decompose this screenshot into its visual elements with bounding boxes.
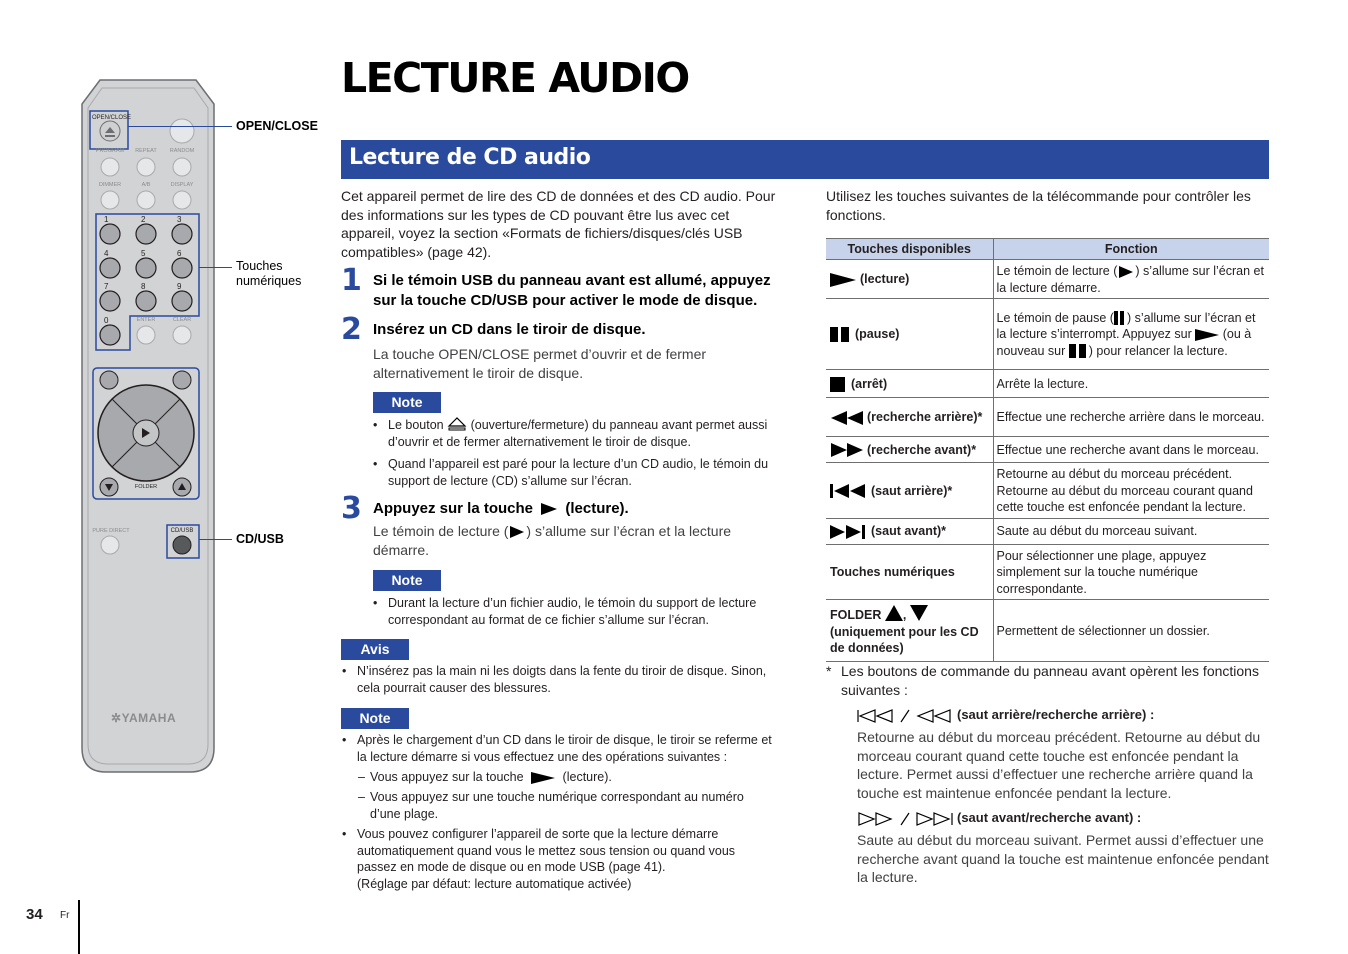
step-1-heading: Si le témoin USB du panneau avant est allumé, appuyez sur la touche CD/USB pour activer le mode de disque. — [373, 272, 771, 309]
pause-icon — [1120, 311, 1124, 325]
openclose-button-label: OPEN/CLOSE — [92, 115, 132, 121]
function-table — [826, 238, 1269, 662]
table-row — [826, 437, 1269, 463]
note-2-tag: Note — [373, 570, 441, 591]
note-1-tag: Note — [373, 392, 441, 413]
table-fn-cell: Le témoin de pause ( ) s’allume sur l’écran et la lecture s’interrompt. Appuyez sur (ou à nouveau sur ) pour relancer la lecture. — [993, 299, 1269, 370]
note-3-dash-1: – Vous appuyez sur la touche (lecture). — [370, 769, 780, 786]
step-2-body: La touche OPEN/CLOSE permet d’ouvrir et de fermer alternativement le tiroir de disque. — [373, 346, 707, 381]
table-key-cell: (pause) — [826, 299, 993, 370]
skip-forward-ff-icon — [857, 812, 955, 826]
table-row — [826, 600, 1269, 662]
ab-button-label: A/B — [141, 182, 151, 188]
table-fn-cell: Effectue une recherche avant dans le morceau. — [993, 437, 1269, 463]
table-key-cell: (recherche arrière)* — [826, 398, 993, 437]
table-fn-cell: Arrête la lecture. — [993, 370, 1269, 398]
footer-rule — [78, 900, 80, 954]
puredirect-button-label: PURE DIRECT — [92, 528, 130, 534]
footnote-paragraph-2: Saute au début du morceau suivant. Permet aussi d’effectuer une recherche avant quand la touche est maintenue enfoncée pendant la lecture. — [857, 832, 1269, 885]
pause-icon — [830, 327, 838, 342]
table-row — [826, 398, 1269, 437]
step-2-heading: Insérez un CD dans le tiroir de disque. — [373, 321, 646, 338]
cdusb-callout: CD/USB — [236, 532, 284, 546]
step-3-heading: Appuyez sur la touche (lecture). — [373, 500, 629, 517]
table-key-cell: Touches numériques — [826, 544, 993, 600]
pause-icon — [1069, 344, 1076, 358]
table-key-cell: (saut avant)* — [826, 518, 993, 544]
step-3-number: 3 — [341, 491, 362, 526]
display-button-label: DISPLAY — [170, 182, 194, 188]
play-icon — [531, 772, 555, 784]
footnote-paragraph-1: Retourne au début du morceau précédent. Retourne au début du morceau courant quand cette touche est enfoncée pendant la lecture. Permet aussi d’effectuer une recherche arrière quand la touche est maintenue enfoncée pendant la lecture. — [857, 729, 1261, 801]
digit-3-label: 3 — [177, 215, 182, 224]
repeat-button-label: REPEAT — [135, 148, 157, 154]
footnote-heading-2: (saut avant/recherche avant) : — [857, 809, 1141, 827]
pause-icon — [1114, 311, 1118, 325]
cdusb-leader — [199, 539, 232, 540]
note-1-bullet-1: • Le bouton (ouverture/fermeture) du panneau avant permet aussi d’ouvrir et de fermer alternativement le tiroir de disque. — [388, 417, 783, 450]
table-key-cell: FOLDER , (uniquement pour les CD de données) — [826, 600, 993, 662]
table-key-cell: (saut arrière)* — [826, 463, 993, 519]
table-fn-cell: Pour sélectionner une plage, appuyez simplement sur la touche numérique correspondante. — [993, 544, 1269, 600]
numeric-leader — [199, 267, 232, 268]
folder-down-icon — [910, 605, 928, 621]
section-heading: Lecture de CD audio — [341, 140, 1269, 179]
rewind-icon — [830, 411, 864, 425]
digit-9-label: 9 — [177, 282, 182, 291]
table-fn-cell: Permettent de sélectionner un dossier. — [993, 600, 1269, 662]
program-button-label: PROGRAM — [95, 148, 125, 154]
skip-back-icon — [830, 484, 868, 498]
table-key-cell: (recherche avant)* — [826, 437, 993, 463]
numeric-callout: Touches numériques — [236, 259, 302, 288]
eject-icon — [447, 417, 467, 431]
page-title: LECTURE AUDIO — [341, 54, 689, 102]
table-row — [826, 463, 1269, 519]
table-row — [826, 299, 1269, 370]
table-row — [826, 544, 1269, 600]
note-3-dash-2: – Vous appuyez sur une touche numérique correspondant au numéro d’une plage. — [370, 789, 765, 822]
skip-forward-icon — [830, 525, 868, 539]
play-icon — [1195, 329, 1219, 341]
enter-button-label: ENTER — [136, 317, 156, 323]
table-row — [826, 260, 1269, 299]
digit-7-label: 7 — [104, 282, 109, 291]
note-3-bullet-1: • Après le chargement d’un CD dans le tiroir de disque, le tiroir se referme et la lecture démarre si vous effectuez une des opérations suivantes : — [357, 732, 782, 765]
dimmer-button-label: DIMMER — [98, 182, 122, 188]
table-fn-cell: Saute au début du morceau suivant. — [993, 518, 1269, 544]
play-icon — [1119, 266, 1133, 278]
digit-2-label: 2 — [141, 215, 146, 224]
folder-up-icon — [885, 605, 903, 621]
footnote-text: Les boutons de commande du panneau avant opèrent les fonctions suivantes : — [841, 663, 1259, 698]
step-2-number: 2 — [341, 312, 362, 347]
note-2-bullet-1: • Durant la lecture d’un fichier audio, le témoin du support de lecture correspondant au format de ce fichier s’allume sur l’écran. — [388, 595, 783, 628]
note-1-bullet-2: • Quand l’appareil est paré pour la lecture d’un CD audio, le témoin du support de lecture (CD) s’allume sur l’écran. — [388, 456, 783, 489]
cdusb-button-label: CD/USB — [170, 528, 194, 534]
table-row — [826, 370, 1269, 398]
avis-tag: Avis — [341, 639, 409, 660]
play-icon — [541, 503, 557, 515]
footnote-star: * — [826, 663, 832, 679]
fast-forward-icon — [830, 443, 864, 457]
table-row — [826, 518, 1269, 544]
table-header: Touches disponibles — [826, 239, 993, 260]
footnote-heading-1: (saut arrière/recherche arrière) : — [857, 706, 1154, 724]
yamaha-logo: ✲YAMAHA — [111, 711, 177, 725]
table-key-cell: (arrêt) — [826, 370, 993, 398]
random-button-label: RANDOM — [169, 148, 195, 154]
right-intro: Utilisez les touches suivantes de la télécommande pour contrôler les fonctions. — [826, 188, 1251, 223]
table-fn-cell: Le témoin de lecture ( ) s’allume sur l’écran et la lecture démarre. — [993, 260, 1269, 299]
digit-6-label: 6 — [177, 249, 182, 258]
language-code: Fr — [60, 910, 70, 921]
table-key-cell: (lecture) — [826, 260, 993, 299]
table-fn-cell: Effectue une recherche arrière dans le morceau. — [993, 398, 1269, 437]
digit-1-label: 1 — [104, 215, 109, 224]
step-3-body: Le témoin de lecture ( ) s’allume sur l’écran et la lecture démarre. — [373, 523, 732, 558]
stop-icon — [830, 377, 845, 392]
digit-0-label: 0 — [104, 316, 109, 325]
note-3-bullet-2: • Vous pouvez configurer l’appareil de sorte que la lecture démarre automatiquement quand vous le mettez sous tension ou quand vous passez en mode de disque ou en mode USB (page 41). (Réglage par défaut: lecture automatique activée) — [357, 826, 757, 892]
note-3-tag: Note — [341, 708, 409, 729]
openclose-leader — [128, 126, 232, 127]
intro-paragraph: Cet appareil permet de lire des CD de données et des CD audio. Pour des informations sur les types de CD pouvant être lus avec cet appareil, voyez la section «Formats de fichiers/disques/clés USB compatibles» (page 42). — [341, 188, 776, 260]
play-icon — [830, 273, 856, 287]
folder-button-label: FOLDER — [134, 484, 158, 490]
openclose-callout: OPEN/CLOSE — [236, 119, 318, 133]
skip-back-rewind-icon — [857, 709, 955, 723]
brand-text: YAMAHA — [121, 711, 177, 725]
digit-5-label: 5 — [141, 249, 146, 258]
page-number: 34 — [26, 906, 43, 923]
avis-bullet-1: • N’insérez pas la main ni les doigts dans la fente du tiroir de disque. Sinon, cela pourrait causer des blessures. — [357, 663, 782, 696]
table-header: Fonction — [993, 239, 1269, 260]
digit-4-label: 4 — [104, 249, 109, 258]
step-1-number: 1 — [341, 263, 362, 298]
digit-8-label: 8 — [141, 282, 146, 291]
table-fn-cell: Retourne au début du morceau précédent. Retourne au début du morceau courant quand cette touche est enfoncée pendant la lecture. — [993, 463, 1269, 519]
pause-icon — [841, 327, 849, 342]
play-icon — [510, 526, 524, 538]
clear-button-label: CLEAR — [172, 317, 192, 323]
table-header-row — [826, 239, 1269, 260]
pause-icon — [1079, 344, 1086, 358]
